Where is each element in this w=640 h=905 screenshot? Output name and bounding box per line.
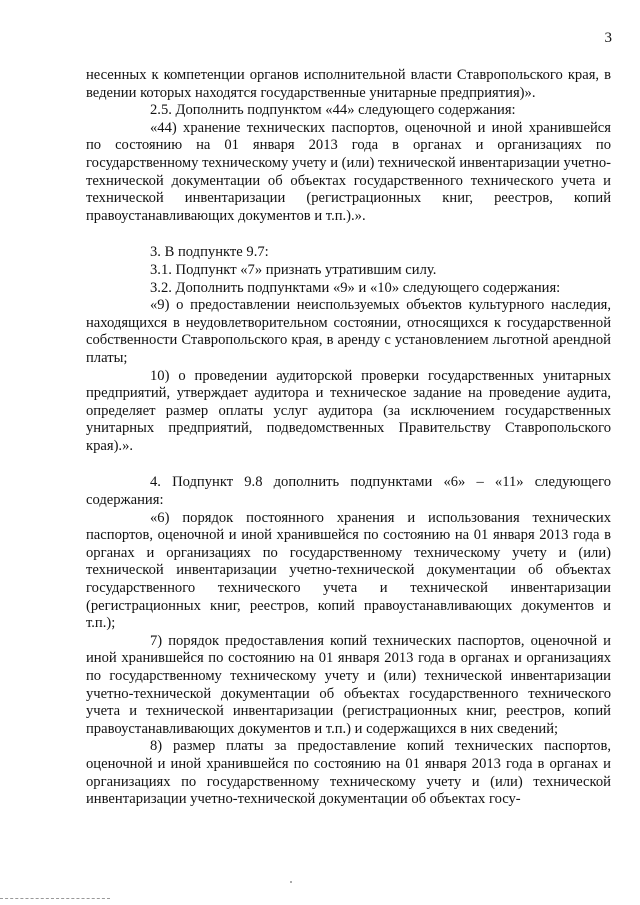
paragraph: 4. Подпункт 9.8 дополнить подпунктами «6» – «11» следующего содержания: <box>86 474 611 509</box>
scan-artifact <box>0 898 110 901</box>
paragraph: 7) порядок предоставления копий технических паспортов, оценочной и иной хранившейся по состоянию на 01 января 2013 года в органах и организациях по государственному техническому учету и (или) технической инвентаризации учетно-технической документации об объектах государственного технического учета и технической инвентаризации (регистрационных книг, реестров, копий правоустанавливающих документов и т.п.) и содержащихся в них сведений; <box>86 632 611 737</box>
paragraph: 10) о проведении аудиторской проверки государственных унитарных предприятий, утверждает аудитора и техническое задание на проведение аудита, определяет размер оплаты услуг аудитора (за исключением государственных унитарных предприятий, подведомственных Правительству Ставропольского края).». <box>86 367 611 454</box>
paragraph: 8) размер платы за предоставление копий технических паспортов, оценочной и иной хранившейся по состоянию на 01 января 2013 года в органах и организациях по государственному техническому учету и (или) технической инвентаризации учетно-технической документации об объектах госу- <box>86 738 611 808</box>
paragraph: 3.1. Подпункт «7» признать утратившим силу. <box>150 261 437 278</box>
paragraph: 2.5. Дополнить подпунктом «44» следующего содержания: <box>150 102 516 119</box>
scan-artifact <box>290 881 292 883</box>
paragraph: «44) хранение технических паспортов, оценочной и иной хранившейся по состоянию на 01 января 2013 года в органах и организациях по государственному техническому учету и (или) технической инвентаризации учетно-технической документации об объектах государственного технического учета и технической инвентаризации (регистрационных книг, реестров, копий правоустанавливающих документов и т.п.).». <box>86 119 611 224</box>
paragraph: 3. В подпункте 9.7: <box>150 244 269 261</box>
paragraph: «6) порядок постоянного хранения и использования технических паспортов, оценочной и иной хранившейся по состоянию на 01 января 2013 года в органах и организациях по государственному техническому учету и (или) технической инвентаризации учетно-технической документации об объектах государственного технического учета и технической инвентаризации (регистрационных книг, реестров, копий правоустанавливающих документов и т.п.); <box>86 509 611 632</box>
paragraph: «9) о предоставлении неиспользуемых объектов культурного наследия, находящихся в неудовлетворительном состоянии, относящихся к государственной собственности Ставропольского края, в аренду с установлением льготной арендной платы; <box>86 297 611 366</box>
paragraph: несенных к компетенции органов исполнительной власти Ставропольского края, в ведении которых находятся государственные унитарные предприятия)». <box>86 67 611 101</box>
paragraph: 3.2. Дополнить подпунктами «9» и «10» следующего содержания: <box>150 279 561 296</box>
document-body <box>86 67 611 809</box>
paragraph-gap <box>86 225 611 244</box>
page-number: 3 <box>604 30 612 46</box>
paragraph-gap <box>86 455 611 474</box>
